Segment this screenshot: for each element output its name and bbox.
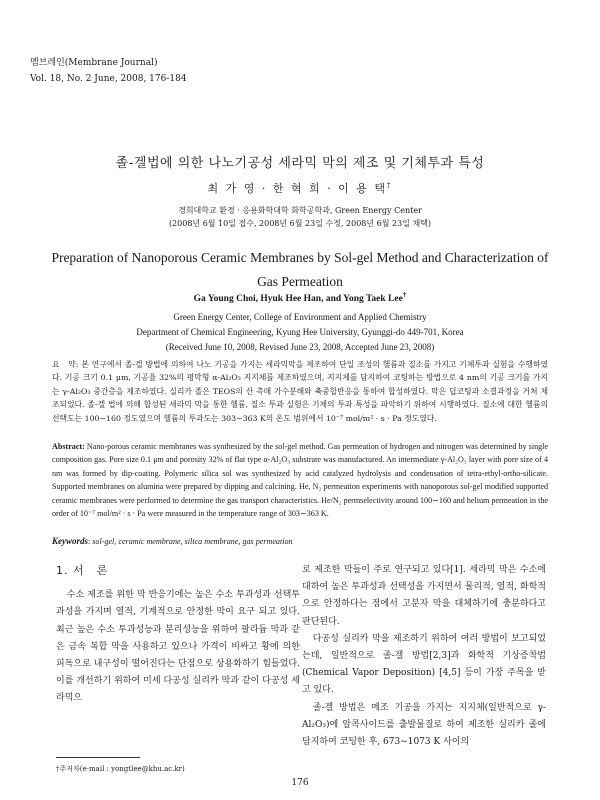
english-authors bbox=[0, 291, 600, 304]
body-paragraph: 로 제조한 막들이 주로 연구되고 있다[1]. 세라믹 막은 수소에 대하여 높은 투과성과 선택성을 가지면서 물리적, 열적, 화학적으로 안정하다는 점에서 고분자 막을 대체하기에 충분하다고 판단된다. bbox=[302, 565, 546, 627]
journal-issue: Vol. 18, No. 2 June, 2008, 176-184 bbox=[30, 74, 187, 84]
english-abstract bbox=[52, 440, 548, 520]
english-dates: (Received June 10, 2008, Revised June 23, 2008, Accepted June 23, 2008) bbox=[165, 342, 435, 352]
english-affiliation-2: Department of Chemical Engineering, Kyung Hee University, Gyunggi-do 449-701, Korea bbox=[136, 327, 464, 337]
korean-title: 졸-겔법에 의한 나노기공성 세라믹 막의 제조 및 기체투과 특성 bbox=[115, 156, 485, 171]
english-abstract-label: Abstract: bbox=[52, 442, 87, 451]
korean-author-names: 최 가 영 · 한 혁 희 · 이 용 택 bbox=[207, 182, 388, 195]
journal-name: 멤브레인(Membrane Journal) bbox=[30, 58, 158, 68]
korean-abstract bbox=[52, 358, 548, 425]
english-author-mark: † bbox=[402, 291, 407, 299]
keywords-separator: : bbox=[88, 537, 93, 546]
korean-dates: (2008년 6월 10일 접수, 2008년 6월 23일 수정, 2008년 6월 23일 채택) bbox=[168, 219, 432, 228]
keywords bbox=[52, 536, 548, 546]
journal-header bbox=[30, 55, 187, 87]
keywords-text: sol-gel, ceramic membrane, silica membrane, gas permeation bbox=[92, 537, 293, 546]
footnote-divider bbox=[56, 757, 140, 758]
section-heading: 1. 서 론 bbox=[56, 564, 109, 577]
english-affiliation-1: Green Energy Center, College of Environment and Applied Chemistry bbox=[173, 312, 427, 322]
body-right-column bbox=[302, 562, 546, 751]
english-author-names: Ga Young Choi, Hyuk Hee Han, and Yong Taek Lee bbox=[193, 294, 403, 305]
korean-abstract-text: 본 연구에서 졸-겔 방법에 의하여 나노 기공을 가지는 세라믹막을 제조하여 단일 조성의 헬륨과 질소를 가지고 기체투과 실험을 수행하였다. 기공 크기 0.1 μm, 기공율 32%의 평막형 α-Al₂O₃ 지지체를 제조하였으며, 지지체를 담지하여 코팅하는 방법으로 4 nm의 기공 크기를 가지는 γ-Al₂O₃ 중간층을 제조하였다. 실리카 졸은 TEOS의 산 촉매 가수분해와 축중합반응을 통하여 합성하였다. 막은 딥코팅과 소결과정을 거쳐 제조되었다. 졸-겔 법에 의해 합성된 세라믹 막을 통한 헬륨, 질소 투과 실험은 기체의 투과 특성을 파악하기 위하여 시행하였다. 질소에 대한 헬륨의 선택도는 100∼160 정도였으며 헬륨의 투과도는 303∼363 K의 온도 범위에서 10⁻⁷ mol/m² · s · Pa 정도였다. bbox=[52, 360, 549, 423]
korean-affiliation: 경희대학교 환경 · 응용화학대학 화학공학과, Green Energy Center bbox=[178, 206, 422, 215]
korean-affiliation-block bbox=[0, 204, 600, 230]
body-paragraph: 수소 제조를 위한 막 반응기에는 높은 수소 투과성과 선택투과성을 가지며 열적, 기계적으로 안정한 막이 요구 되고 있다. 최근 높은 수소 투과성능과 분리성능을 위하여 팔라듐 막과 같은 금속 복합 막을 사용하고 있으나 가격이 비싸고 황에 의한 피독으로 내구성이 떨어진다는 단점으로 상용화하기 힘들었다. 이를 개선하기 위하여 미세 다공성 실리카 막과 같이 다공성 세라믹으 bbox=[56, 590, 300, 704]
body-left-column bbox=[56, 562, 300, 708]
keywords-label: Keywords bbox=[52, 536, 88, 546]
english-affiliation-block bbox=[0, 310, 600, 355]
korean-abstract-label: 요 약: bbox=[52, 360, 82, 369]
english-abstract-text: Nano-porous ceramic membranes was synthesized by the sol-gel method. Gas permeation of hydrogen and nitrogen was determined by single composition gas. Pore size 0.1 μm and porosity 32% of flat type α-Al₂O₃ substrate was manufactured. An intermediate γ-Al₂O₃ layer with pore size of 4 nm was formed by dip-coating. Polymeric silica sol was synthesized by acid catalyzed hydrolysis and condensation of tetra-ethyl-ortho-silicate. Supported membranes on alumina were prepared by dipping and calcining. He, N₂ permeation experiments with nanoporous sol-gel modified supported ceramic membranes were performed to determine the gas transport characteristics. He/N₂ permselectivity around 100∼160 and helium permeation in the order of 10⁻⁷ mol/m² · s · Pa were measured in the temperature range of 303∼363 K. bbox=[52, 442, 548, 519]
korean-author-mark: † bbox=[387, 181, 393, 190]
korean-authors bbox=[0, 180, 600, 196]
page-number: 176 bbox=[291, 778, 309, 788]
body-paragraph: 다공성 실리카 막을 제조하기 위하여 여러 방법이 보고되었는데, 일반적으로 졸-겔 방법[2,3]과 화학적 기상증착법(Chemical Vapor Deposition) [4,5] 등이 가장 주목을 받고 있다. bbox=[302, 633, 546, 696]
english-title: Preparation of Nanoporous Ceramic Membranes by Sol-gel Method and Characterization of Gas Permeation bbox=[51, 250, 549, 289]
body-paragraph: 졸-겔 방법은 메조 기공을 가지는 지지체(일반적으로 γ-Al₂O₃)에 알콕사이드를 출발물질로 하여 제조한 실리카 졸에 담지하여 코팅한 후, 673∼1073 K 사이의 bbox=[302, 702, 546, 748]
footnote: †주저자(e-mail : yongtlee@khu.ac.kr) bbox=[56, 765, 185, 773]
